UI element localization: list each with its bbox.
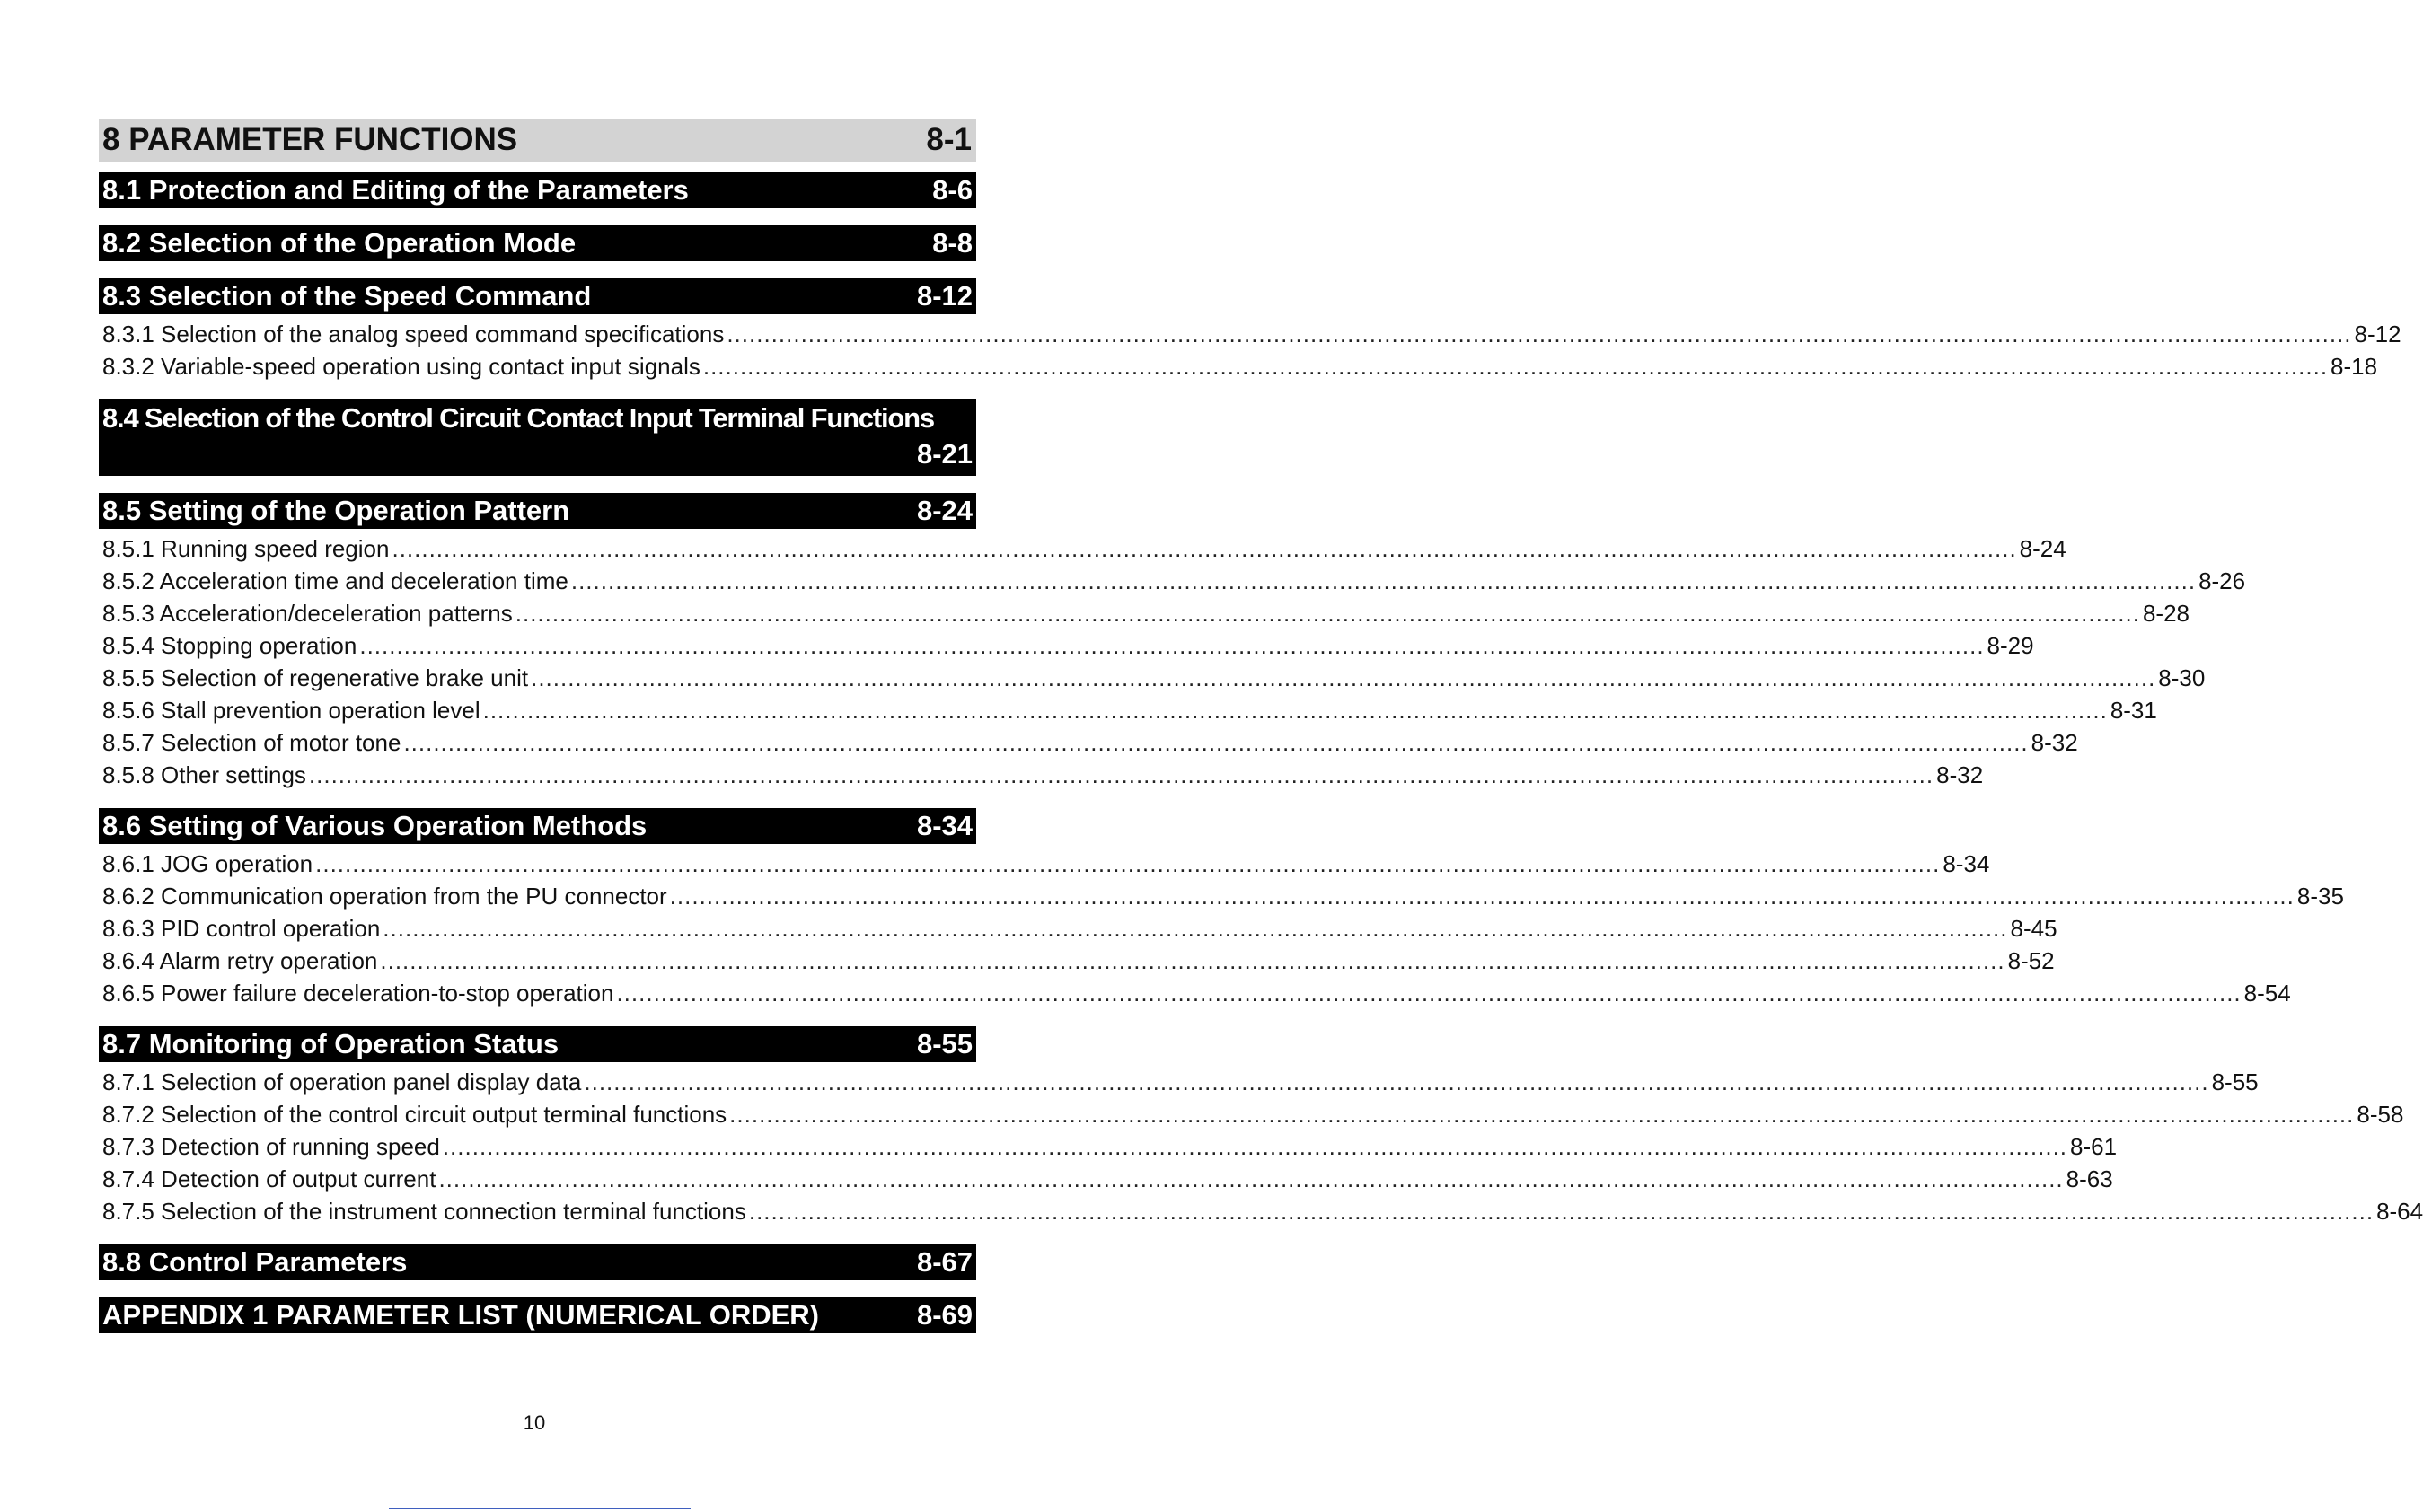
dot-leader: ............................................................................................................................................................................................................................ <box>308 761 1934 788</box>
entry-page: 8-64 <box>2376 1198 2423 1225</box>
toc-entry[interactable] <box>102 726 2078 759</box>
entry-list <box>99 314 2401 382</box>
entry-page: 8-32 <box>2031 729 2078 756</box>
toc-entry[interactable] <box>102 565 2246 597</box>
section-title: APPENDIX 1 PARAMETER LIST (NUMERICAL ORDER) <box>102 1299 820 1331</box>
entry-title: 8.6.3 PID control operation <box>102 915 381 942</box>
toc-entry[interactable] <box>102 977 2291 1009</box>
entry-page: 8-61 <box>2070 1133 2118 1160</box>
entry-page: 8-26 <box>2198 567 2246 594</box>
entry-title: 8.3.1 Selection of the analog speed command specifications <box>102 321 725 347</box>
entry-title: 8.7.1 Selection of operation panel display data <box>102 1068 582 1095</box>
dot-leader: ............................................................................................................................................................................................................................ <box>359 632 1985 659</box>
section-heading[interactable] <box>99 278 976 314</box>
section-title: 8.3 Selection of the Speed Command <box>102 280 592 312</box>
section-title: 8.5 Setting of the Operation Pattern <box>102 495 570 526</box>
section-list <box>99 172 2423 1333</box>
toc-entry[interactable] <box>102 848 1990 880</box>
entry-title: 8.5.8 Other settings <box>102 761 306 788</box>
toc-entry[interactable] <box>102 945 2055 977</box>
toc-entry[interactable] <box>102 880 2344 912</box>
toc-entry[interactable] <box>102 532 2066 565</box>
entry-title: 8.5.7 Selection of motor tone <box>102 729 401 756</box>
entry-title: 8.7.2 Selection of the control circuit output terminal functions <box>102 1101 727 1128</box>
dot-leader: ............................................................................................................................................................................................................................ <box>442 1133 2068 1160</box>
toc-entry[interactable] <box>102 912 2057 945</box>
footer-rule <box>389 1508 691 1509</box>
section-page: 8-34 <box>916 810 973 841</box>
entry-page: 8-34 <box>1943 850 1990 877</box>
entry-title: 8.6.1 JOG operation <box>102 850 313 877</box>
dot-leader: ............................................................................................................................................................................................................................ <box>438 1165 2064 1192</box>
section-page: 8-67 <box>916 1246 973 1278</box>
dot-leader: ............................................................................................................................................................................................................................ <box>380 947 2005 974</box>
dot-leader: ............................................................................................................................................................................................................................ <box>515 600 2140 627</box>
toc-entry[interactable] <box>102 759 1984 791</box>
dot-leader: ............................................................................................................................................................................................................................ <box>727 321 2352 347</box>
entry-page: 8-30 <box>2158 664 2206 691</box>
entry-page: 8-31 <box>2110 697 2157 724</box>
toc-entry[interactable] <box>102 597 2190 629</box>
dot-leader: ............................................................................................................................................................................................................................ <box>584 1068 2209 1095</box>
dot-leader: ............................................................................................................................................................................................................................ <box>482 697 2108 724</box>
entry-page: 8-55 <box>2211 1068 2259 1095</box>
entry-title: 8.7.5 Selection of the instrument connection terminal functions <box>102 1198 746 1225</box>
toc-entry[interactable] <box>102 629 2034 662</box>
section-heading[interactable] <box>99 399 976 476</box>
entry-page: 8-58 <box>2357 1101 2404 1128</box>
toc-entry[interactable] <box>102 662 2206 694</box>
entry-title: 8.5.2 Acceleration time and deceleration time <box>102 567 568 594</box>
dot-leader: ............................................................................................................................................................................................................................ <box>392 535 2017 562</box>
entry-title: 8.3.2 Variable-speed operation using contact input signals <box>102 353 700 380</box>
toc-entry[interactable] <box>102 694 2157 726</box>
dot-leader: ............................................................................................................................................................................................................................ <box>315 850 1941 877</box>
dot-leader: ............................................................................................................................................................................................................................ <box>531 664 2156 691</box>
entry-title: 8.5.3 Acceleration/deceleration patterns <box>102 600 513 627</box>
entry-page: 8-28 <box>2142 600 2190 627</box>
entry-page: 8-63 <box>2066 1165 2113 1192</box>
section-page: 8-8 <box>932 227 973 259</box>
entry-list <box>99 844 2344 1009</box>
section-page: 8-24 <box>916 495 973 526</box>
entry-page: 8-32 <box>1936 761 1984 788</box>
entry-list <box>99 529 2246 791</box>
entry-title: 8.6.2 Communication operation from the PU connector <box>102 883 667 910</box>
dot-leader: ............................................................................................................................................................................................................................ <box>570 567 2197 594</box>
table-of-contents <box>99 119 2423 1333</box>
entry-title: 8.6.5 Power failure deceleration-to-stop operation <box>102 980 614 1007</box>
toc-entry[interactable] <box>102 1098 2404 1130</box>
section-title: 8.4 Selection of the Control Circuit Contact Input Terminal Functions <box>102 402 934 434</box>
section-heading[interactable] <box>99 172 976 208</box>
dot-leader: ............................................................................................................................................................................................................................ <box>669 883 2295 910</box>
entry-title: 8.7.4 Detection of output current <box>102 1165 436 1192</box>
dot-leader: ............................................................................................................................................................................................................................ <box>729 1101 2355 1128</box>
entry-page: 8-29 <box>1987 632 2034 659</box>
page-number: 10 <box>523 1411 546 1434</box>
section-title: 8.6 Setting of Various Operation Methods <box>102 810 648 841</box>
dot-leader: ............................................................................................................................................................................................................................ <box>403 729 2029 756</box>
dot-leader: ............................................................................................................................................................................................................................ <box>383 915 2008 942</box>
section-title: 8.7 Monitoring of Operation Status <box>102 1028 559 1059</box>
entry-page: 8-18 <box>2330 353 2378 380</box>
chapter-title: 8 PARAMETER FUNCTIONS <box>102 122 518 157</box>
section-page: 8-55 <box>916 1028 973 1059</box>
entry-title: 8.7.3 Detection of running speed <box>102 1133 440 1160</box>
section-page: 8-6 <box>932 174 973 206</box>
entry-list <box>99 1062 2423 1227</box>
entry-page: 8-52 <box>2007 947 2055 974</box>
section-title: 8.8 Control Parameters <box>102 1246 408 1278</box>
section-heading[interactable] <box>99 1244 976 1280</box>
entry-title: 8.6.4 Alarm retry operation <box>102 947 378 974</box>
entry-page: 8-12 <box>2354 321 2401 347</box>
dot-leader: ............................................................................................................................................................................................................................ <box>702 353 2329 380</box>
toc-entry[interactable] <box>102 1130 2118 1163</box>
toc-entry[interactable] <box>102 1163 2113 1195</box>
entry-page: 8-45 <box>2010 915 2057 942</box>
section-page: 8-21 <box>916 438 973 470</box>
toc-entry[interactable] <box>102 1195 2423 1227</box>
dot-leader: ............................................................................................................................................................................................................................ <box>616 980 2242 1007</box>
section-heading[interactable] <box>99 225 976 261</box>
section-heading[interactable] <box>99 808 976 844</box>
chapter-page: 8-1 <box>926 122 972 157</box>
toc-entry[interactable] <box>102 1066 2259 1098</box>
section-heading[interactable] <box>99 493 976 529</box>
section-title: 8.1 Protection and Editing of the Parameters <box>102 174 689 206</box>
section-heading[interactable] <box>99 1297 976 1333</box>
section-page: 8-12 <box>916 280 973 312</box>
entry-title: 8.5.1 Running speed region <box>102 535 390 562</box>
section-page: 8-69 <box>916 1299 973 1331</box>
entry-page: 8-35 <box>2296 883 2344 910</box>
toc-entry[interactable] <box>102 350 2378 382</box>
toc-entry[interactable] <box>102 318 2401 350</box>
entry-title: 8.5.6 Stall prevention operation level <box>102 697 480 724</box>
entry-title: 8.5.4 Stopping operation <box>102 632 357 659</box>
section-heading[interactable] <box>99 1026 976 1062</box>
chapter-heading[interactable] <box>99 119 976 162</box>
dot-leader: ............................................................................................................................................................................................................................ <box>748 1198 2375 1225</box>
entry-page: 8-24 <box>2019 535 2066 562</box>
section-title: 8.2 Selection of the Operation Mode <box>102 227 577 259</box>
entry-page: 8-54 <box>2243 980 2291 1007</box>
entry-title: 8.5.5 Selection of regenerative brake unit <box>102 664 529 691</box>
